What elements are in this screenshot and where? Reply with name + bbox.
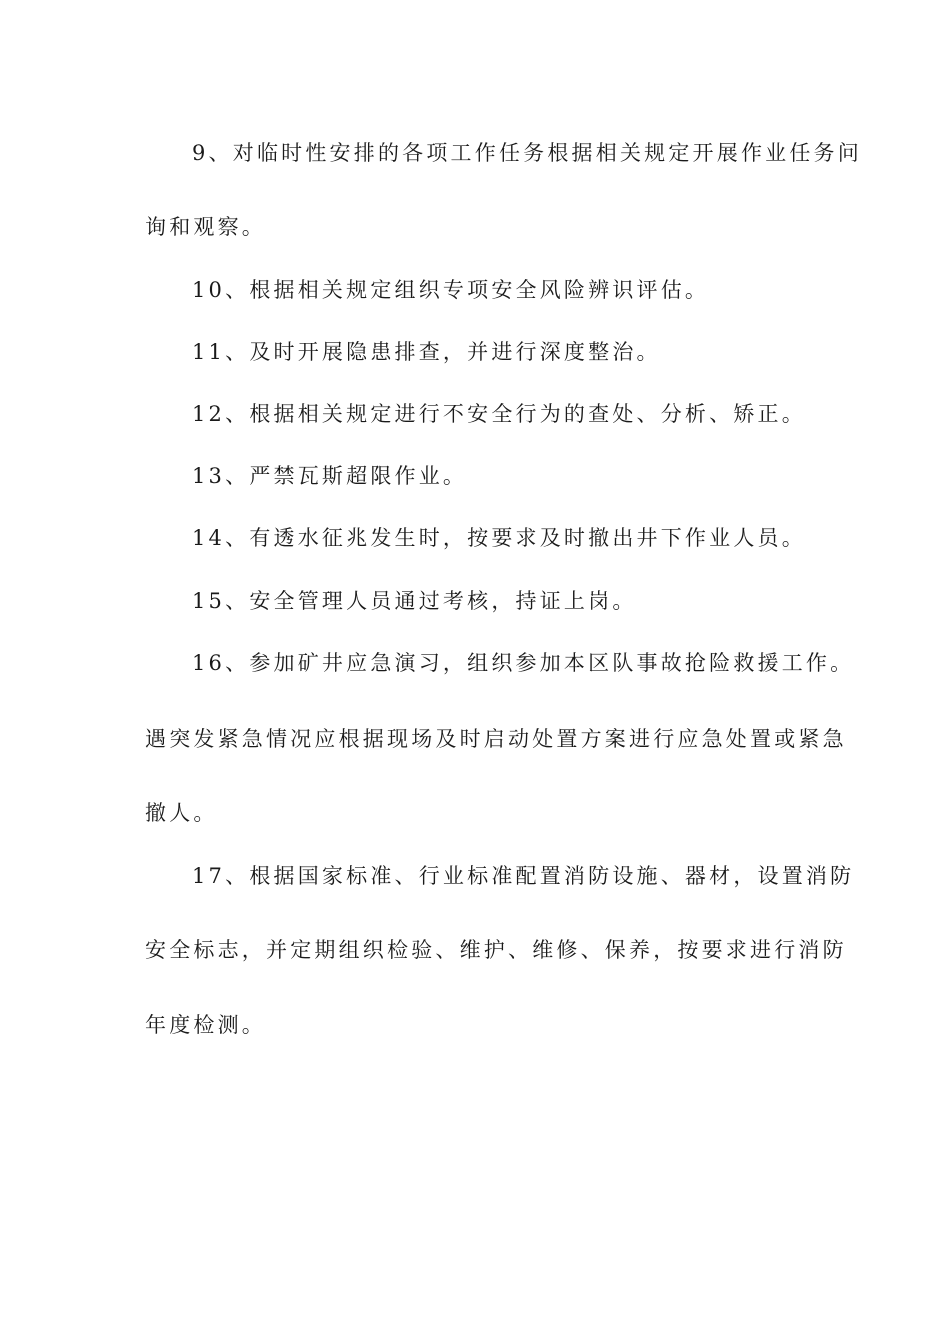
paragraph-16-line-3: 撤人。 (145, 801, 218, 825)
paragraph-17-line-2: 安全标志，并定期组织检验、维护、维修、保养，按要求进行消防 (145, 938, 847, 962)
paragraph-15: 15、安全管理人员通过考核，持证上岗。 (192, 589, 637, 613)
paragraph-16-line-1: 16、参加矿井应急演习，组织参加本区队事故抢险救援工作。 (192, 651, 855, 675)
paragraph-13: 13、严禁瓦斯超限作业。 (192, 464, 468, 488)
paragraph-10: 10、根据相关规定组织专项安全风险辨识评估。 (192, 278, 710, 302)
paragraph-16-line-2: 遇突发紧急情况应根据现场及时启动处置方案进行应急处置或紧急 (145, 727, 847, 751)
paragraph-9-line-2: 询和观察。 (145, 215, 266, 239)
paragraph-11: 11、及时开展隐患排查，并进行深度整治。 (192, 340, 661, 364)
paragraph-9-line-1: 9、对临时性安排的各项工作任务根据相关规定开展作业任务问 (192, 141, 862, 165)
paragraph-17-line-3: 年度检测。 (145, 1013, 266, 1037)
paragraph-12: 12、根据相关规定进行不安全行为的查处、分析、矫正。 (192, 402, 806, 426)
paragraph-17-line-1: 17、根据国家标准、行业标准配置消防设施、器材，设置消防 (192, 864, 855, 888)
paragraph-14: 14、有透水征兆发生时，按要求及时撤出井下作业人员。 (192, 526, 806, 550)
